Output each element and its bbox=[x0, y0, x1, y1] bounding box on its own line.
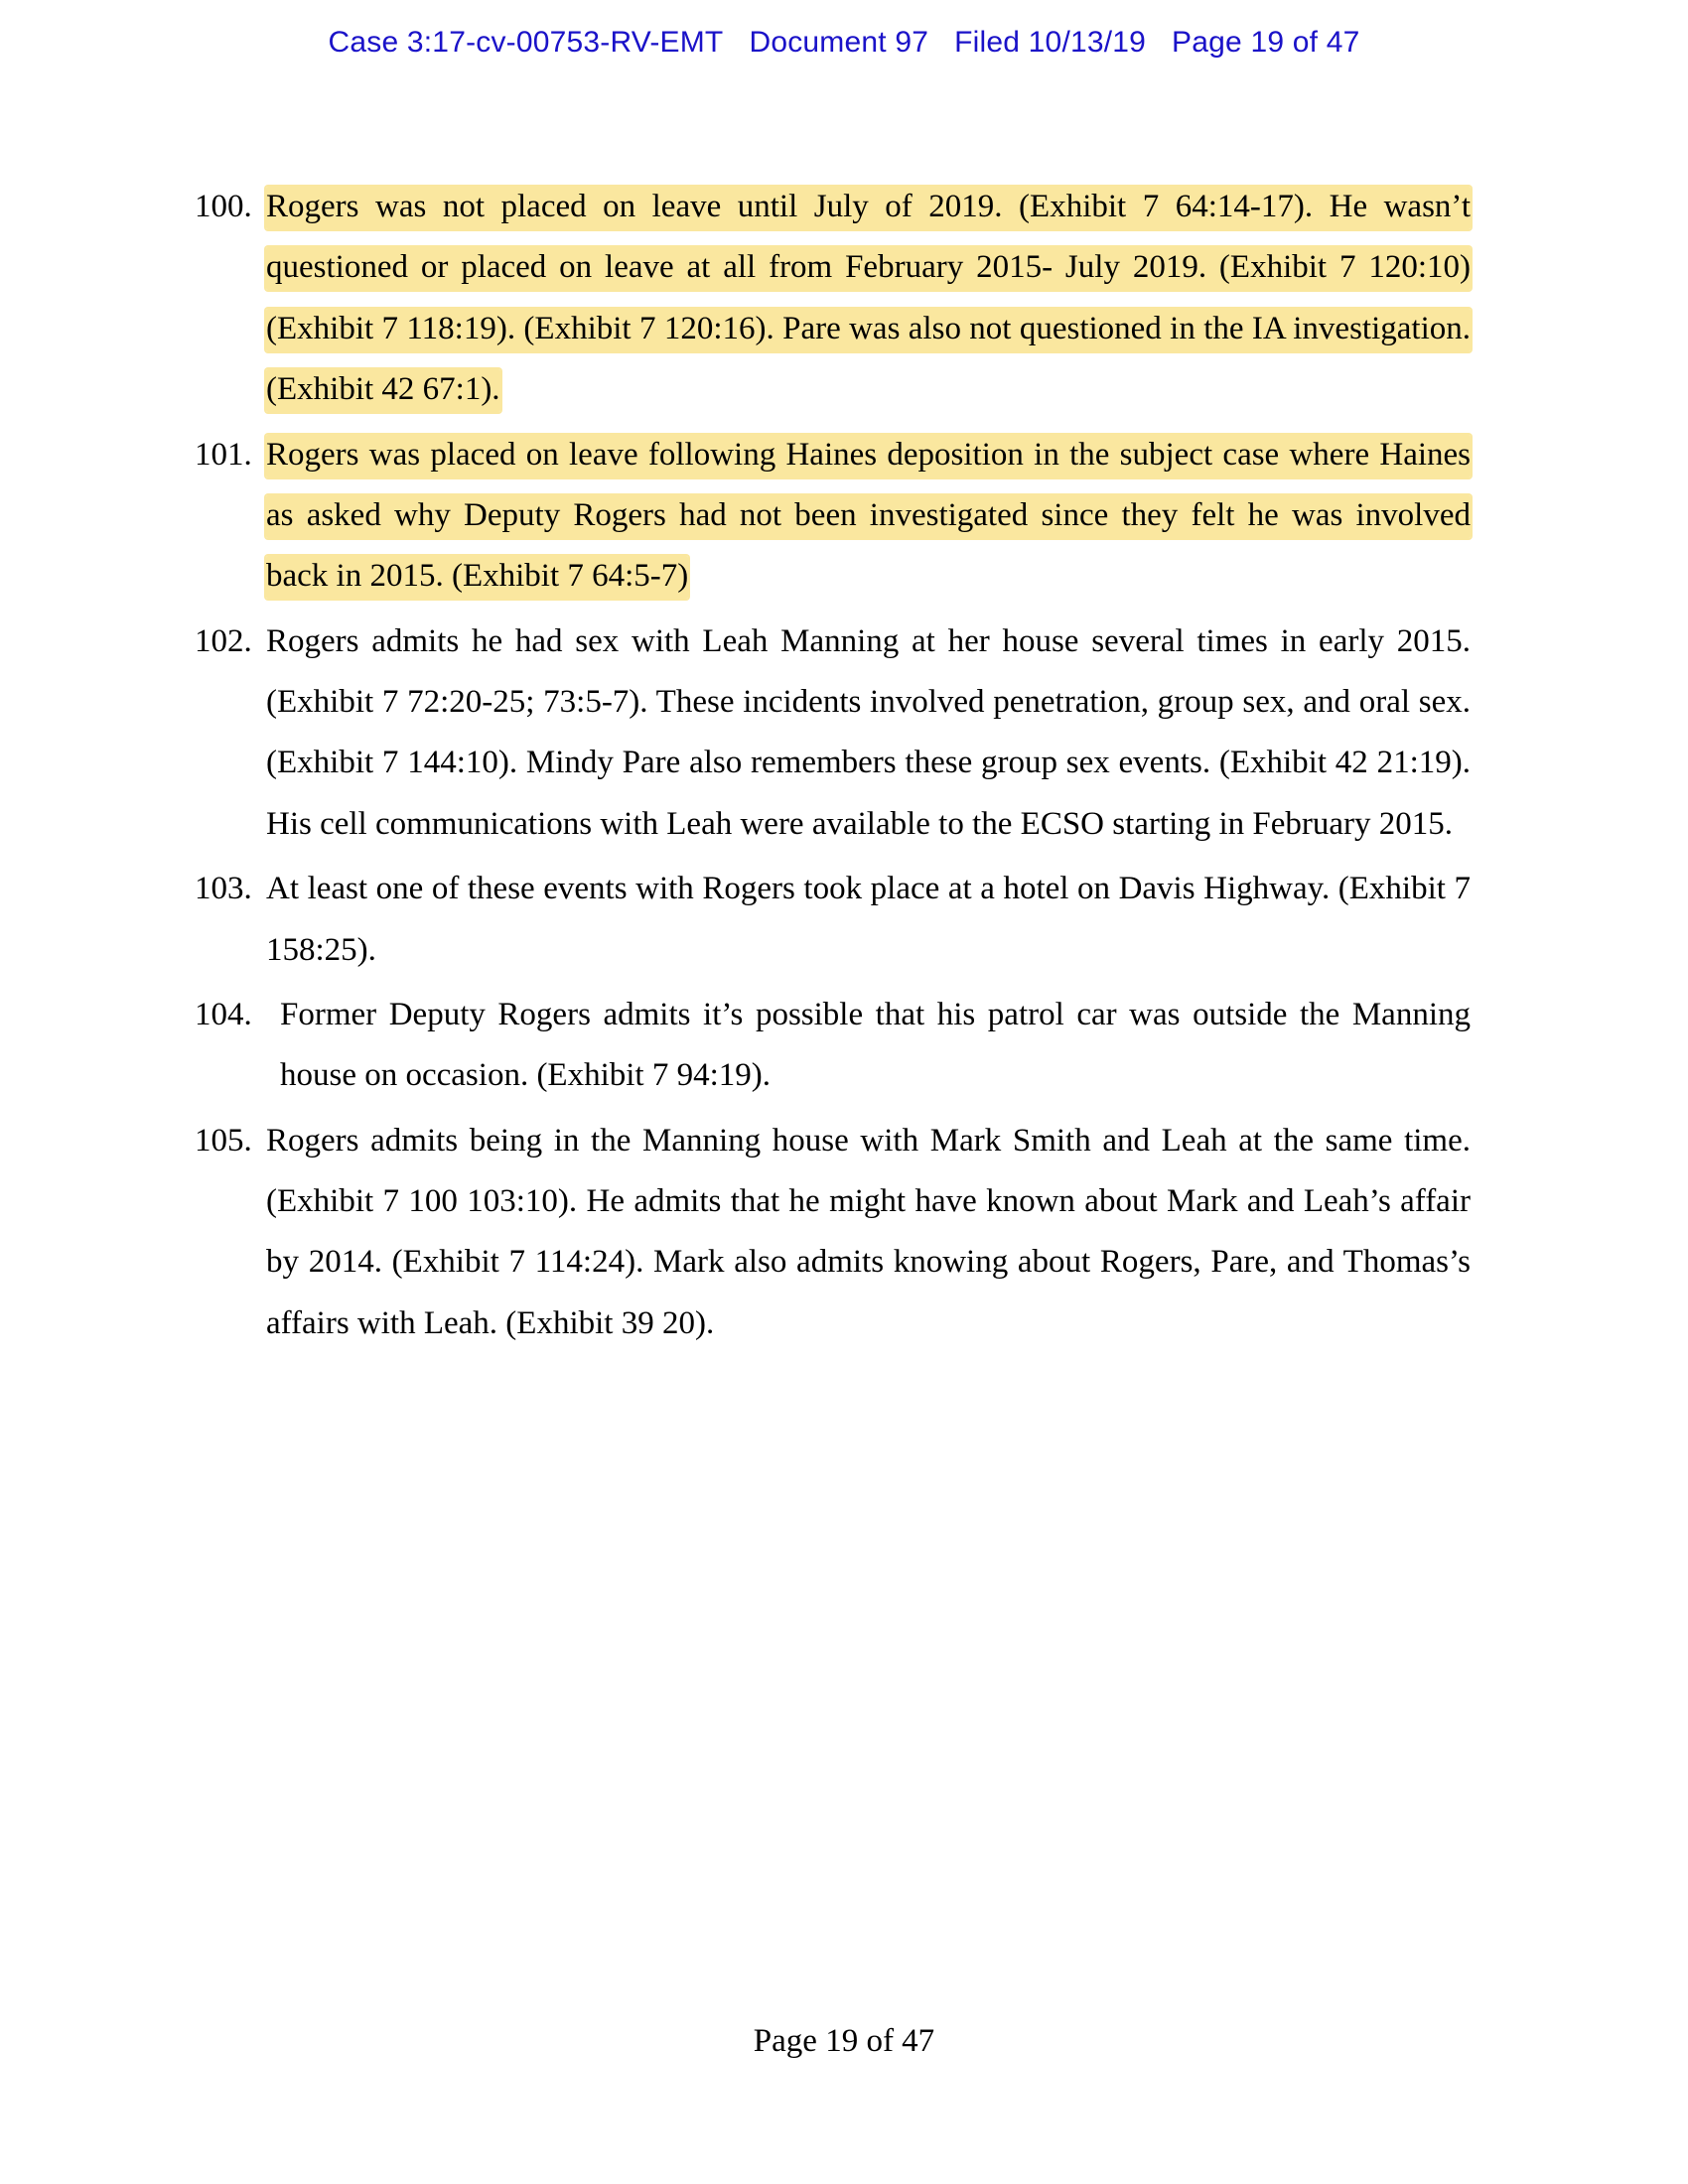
header-page-indicator: Page 19 of 47 bbox=[1172, 26, 1360, 59]
paragraph-number: 101. bbox=[195, 436, 252, 473]
paragraph-text bbox=[266, 177, 1471, 421]
numbered-paragraph bbox=[195, 177, 1471, 421]
numbered-paragraph bbox=[195, 1111, 1471, 1355]
highlighted-text: Rogers was not placed on leave until July of 2019. (Exhibit 7 64:14-17). He wasn’t questioned or placed on leave at all from February 2015- July 2019. (Exhibit 7 120:10) (Exhibit 7 118:19). (Exhibit 7 120:16). Pare was also not questioned in the IA investigation. (Exhibit 42 67:1). bbox=[266, 187, 1471, 412]
paragraph-text: At least one of these events with Rogers took place at a hotel on Davis Highway. (Exhibit 7 158:25). bbox=[266, 871, 1471, 968]
paragraph-text: Rogers admits he had sex with Leah Manning at her house several times in early 2015. (Exhibit 7 72:20-25; 73:5-7). These incidents involved penetration, group sex, and oral sex. (Exhibit 7 144:10). Mindy Pare also remembers these group sex events. (Exhibit 42 21:19). His cell communications with Leah were available to the ECSO starting in February 2015. bbox=[266, 622, 1471, 842]
header-case-number: Case 3:17-cv-00753-RV-EMT bbox=[328, 26, 724, 59]
header-filed-date: Filed 10/13/19 bbox=[954, 26, 1147, 59]
highlighted-text: Rogers was placed on leave following Haines deposition in the subject case where Haines as asked why Deputy Rogers had not been investigated since they felt he was involved back in 2015. (Exhibit 7 64:5-7) bbox=[266, 435, 1471, 600]
paragraph-number: 102. bbox=[195, 622, 252, 659]
paragraph-number: 105. bbox=[195, 1122, 252, 1159]
paragraph-text: Former Deputy Rogers admits it’s possible that his patrol car was outside the Manning house on occasion. (Exhibit 7 94:19). bbox=[280, 996, 1471, 1094]
numbered-paragraph bbox=[195, 859, 1471, 981]
header-document-number: Document 97 bbox=[749, 26, 929, 59]
paragraph-number: 104. bbox=[195, 996, 260, 1032]
document-body bbox=[195, 177, 1471, 1358]
ecf-header-stamp bbox=[0, 26, 1688, 60]
paragraph-text bbox=[266, 425, 1471, 608]
paragraph-number: 103. bbox=[195, 871, 252, 907]
page-footer: Page 19 of 47 bbox=[753, 2023, 935, 2059]
numbered-paragraph bbox=[195, 425, 1471, 608]
numbered-paragraph bbox=[195, 985, 1471, 1107]
paragraph-text: Rogers admits being in the Manning house with Mark Smith and Leah at the same time. (Exhibit 7 100 103:10). He admits that he might have known about Mark and Leah’s affair by 2014. (Exhibit 7 114:24). Mark also admits knowing about Rogers, Pare, and Thomas’s affairs with Leah. (Exhibit 39 20). bbox=[266, 1122, 1471, 1341]
numbered-paragraph bbox=[195, 612, 1471, 856]
paragraph-number: 100. bbox=[195, 189, 252, 224]
